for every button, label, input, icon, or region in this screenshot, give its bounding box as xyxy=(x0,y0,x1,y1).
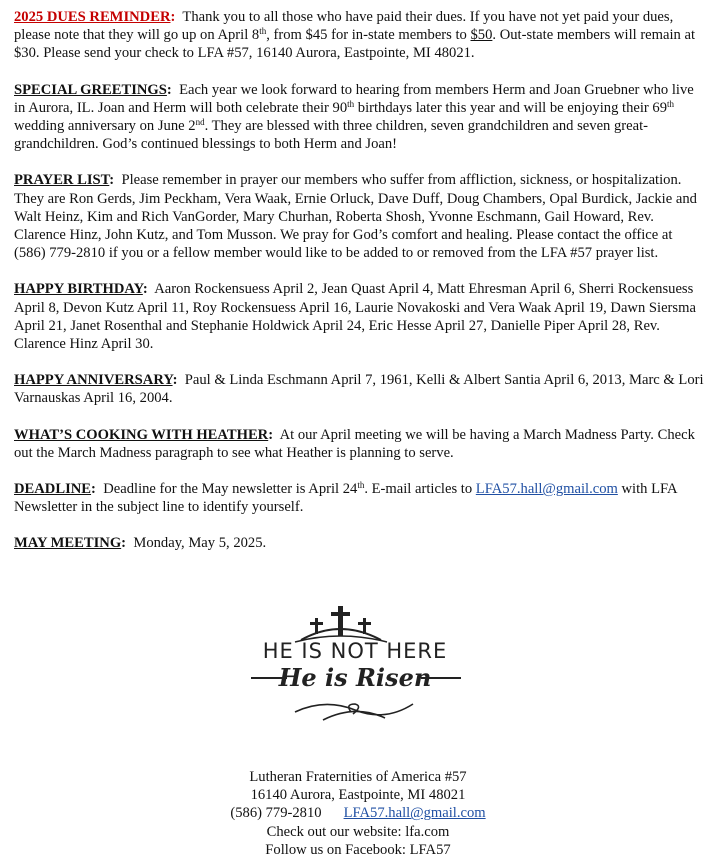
prayer-list-text: Please remember in prayer our members who suffer from affliction, sickness, or hospitalization. They are Ron Gerds, Jim Peckham, Vera Waak, Ernie Orluck, Dave Duff, Doug Chambers, Opal Burdick, Jackie and Walt Heinz, Kim and Rich VanGorder, Mary Churhan, Roberta Shosh, Yvonne Eschmann, Gail Howard, Rev. Clarence Hinz, John Kutz, and Tom Musson. We pray for God’s comfort and healing. Please contact the office at (586) 779-2810 if you or a fellow member would like to be added to or removed from the LFA #57 prayer list. xyxy=(14,172,697,262)
deadline-text-2: . E-mail articles to xyxy=(364,481,476,498)
dues-reminder-heading: 2025 DUES REMINDER xyxy=(14,9,171,25)
greetings-text-2: birthdays later this year and will be enjoying their 69 xyxy=(354,99,668,116)
footer-email-link[interactable]: LFA57.hall@gmail.com xyxy=(343,805,486,822)
dues-sup: th xyxy=(259,26,267,37)
dues-amount: $50 xyxy=(470,27,493,44)
greetings-text-3: wedding anniversary on June 2 xyxy=(14,118,196,135)
footer-contact xyxy=(0,804,716,822)
may-meeting-paragraph: MAY MEETING: Monday, May 5, 2025. xyxy=(14,535,267,552)
whats-cooking-paragraph: WHAT’S COOKING WITH HEATHER: At our April meeting we will be having a March Madness Party. Check out the March Madness paragraph to see what Heather is planning to serve. xyxy=(14,426,695,461)
he-is-risen-logo xyxy=(235,600,475,750)
deadline-heading: DEADLINE xyxy=(14,481,92,498)
logo-line-1: HE IS NOT HERE xyxy=(262,639,448,663)
deadline-sup: th xyxy=(357,480,365,491)
heading-colon: : xyxy=(170,9,176,25)
footer xyxy=(0,768,716,859)
footer-phone: (586) 779-2810 xyxy=(230,805,322,822)
happy-birthday-heading: HAPPY BIRTHDAY xyxy=(14,281,143,298)
deadline-email-link[interactable]: LFA57.hall@gmail.com xyxy=(475,481,618,498)
dues-text-3: . Out-state members will remain at $30. Please send your check to LFA #57, 16140 Aurora, Eastpointe, MI 48021. xyxy=(14,27,696,62)
special-greetings-heading: SPECIAL GREETINGS xyxy=(14,81,167,98)
dues-text-1: Thank you to all those who have paid their dues. If you have not yet paid your dues, please note that they will go up on April 8 xyxy=(14,9,674,44)
happy-anniversary-paragraph: HAPPY ANNIVERSARY: Paul & Linda Eschmann April 7, 1961, Kelli & Albert Santia April 6, 2013, Marc & Lori Varnauskas April 16, 2004. xyxy=(14,372,704,407)
happy-anniversary-heading: HAPPY ANNIVERSARY xyxy=(14,372,173,389)
crosses-icon xyxy=(295,606,387,642)
happy-birthday-text: Aaron Rockensuess April 2, Jean Quast April 4, Matt Ehresman April 6, Sherri Rockensuess April 8, Devon Kutz April 11, Roy Rockensuess April 16, Laurie Novakoski and Vera Waak April 19, Dawn Siersma April 21, Janet Rosenthal and Stephanie Holdwick April 24, Eric Hesse April 27, Danielle Piper April 28, Rev. Clarence Hinz April 30. xyxy=(14,281,696,353)
may-meeting-text: Monday, May 5, 2025. xyxy=(133,535,267,552)
footer-website: Check out our website: lfa.com xyxy=(266,823,450,840)
newsletter-page xyxy=(14,8,704,571)
greetings-sup-3: nd xyxy=(195,117,205,128)
greetings-text-1: Each year we look forward to hearing from members Herm and Joan Gruebner who live in Aurora, IL. Joan and Herm will both celebrate their 90 xyxy=(14,81,694,116)
prayer-list-heading: PRAYER LIST xyxy=(14,172,110,189)
whats-cooking-text: At our April meeting we will be having a March Madness Party. Check out the March Madness paragraph to see what Heather is planning to serve. xyxy=(14,426,695,461)
greetings-text-4: . They are blessed with three children, seven grandchildren and seven great-grandchildren. God’s continued blessings to both Herm and Joan! xyxy=(14,118,649,153)
deadline-text-3: with LFA Newsletter in the subject line to identify yourself. xyxy=(14,481,677,516)
footer-org: Lutheran Fraternities of America #57 xyxy=(249,769,467,785)
may-meeting-heading: MAY MEETING xyxy=(14,535,122,552)
logo-line-2: He is Risen xyxy=(278,663,432,692)
prayer-list-paragraph: PRAYER LIST: Please remember in prayer our members who suffer from affliction, sickness, or hospitalization. They are Ron Gerds, Jim Peckham, Vera Waak, Ernie Orluck, Dave Duff, Doug Chambers, Opal Burdick, Jackie and Walt Heinz, Kim and Rich VanGorder, Mary Churhan, Roberta Shosh, Yvonne Eschmann, Gail Howard, Rev. Clarence Hinz, John Kutz, and Tom Musson. We pray for God’s comfort and healing. Please contact the office at (586) 779-2810 if you or a fellow member would like to be added to or removed from the LFA #57 prayer list. xyxy=(14,172,697,262)
footer-address: 16140 Aurora, Eastpointe, MI 48021 xyxy=(250,787,466,804)
greetings-sup-2: th xyxy=(667,98,675,109)
deadline-text-1: Deadline for the May newsletter is April 24 xyxy=(103,481,358,498)
happy-anniversary-text: Paul & Linda Eschmann April 7, 1961, Kelli & Albert Santia April 6, 2013, Marc & Lori Varnauskas April 16, 2004. xyxy=(14,372,704,407)
happy-birthday-paragraph: HAPPY BIRTHDAY: Aaron Rockensuess April 2, Jean Quast April 4, Matt Ehresman April 6, Sherri Rockensuess April 8, Devon Kutz April 11, Roy Rockensuess April 16, Laurie Novakoski and Vera Waak April 19, Dawn Siersma April 21, Janet Rosenthal and Stephanie Holdwick April 24, Eric Hesse April 27, Danielle Piper April 28, Rev. Clarence Hinz April 30. xyxy=(14,281,696,353)
dues-text-2: , from $45 for in-state members to xyxy=(266,27,471,44)
special-greetings-paragraph: SPECIAL GREETINGS: Each year we look forward to hearing from members Herm and Joan Gruebner who live in Aurora, IL. Joan and Herm will both celebrate their 90th birthdays later this year and will be enjoying their 69th wedding anniversary on June 2nd. They are blessed with three children, seven grandchildren and seven great-grandchildren. God’s continued blessings to both Herm and Joan! xyxy=(14,81,694,153)
footer-facebook: Follow us on Facebook: LFA57 xyxy=(265,841,451,858)
dues-reminder-paragraph xyxy=(14,8,704,63)
whats-cooking-heading: WHAT’S COOKING WITH HEATHER xyxy=(14,426,269,443)
flourish-icon xyxy=(295,704,413,720)
deadline-paragraph: DEADLINE: Deadline for the May newsletter is April 24th. E-mail articles to LFA57.hall@gmail.com with LFA Newsletter in the subject line to identify yourself. xyxy=(14,480,677,516)
greetings-sup-1: th xyxy=(347,98,355,109)
